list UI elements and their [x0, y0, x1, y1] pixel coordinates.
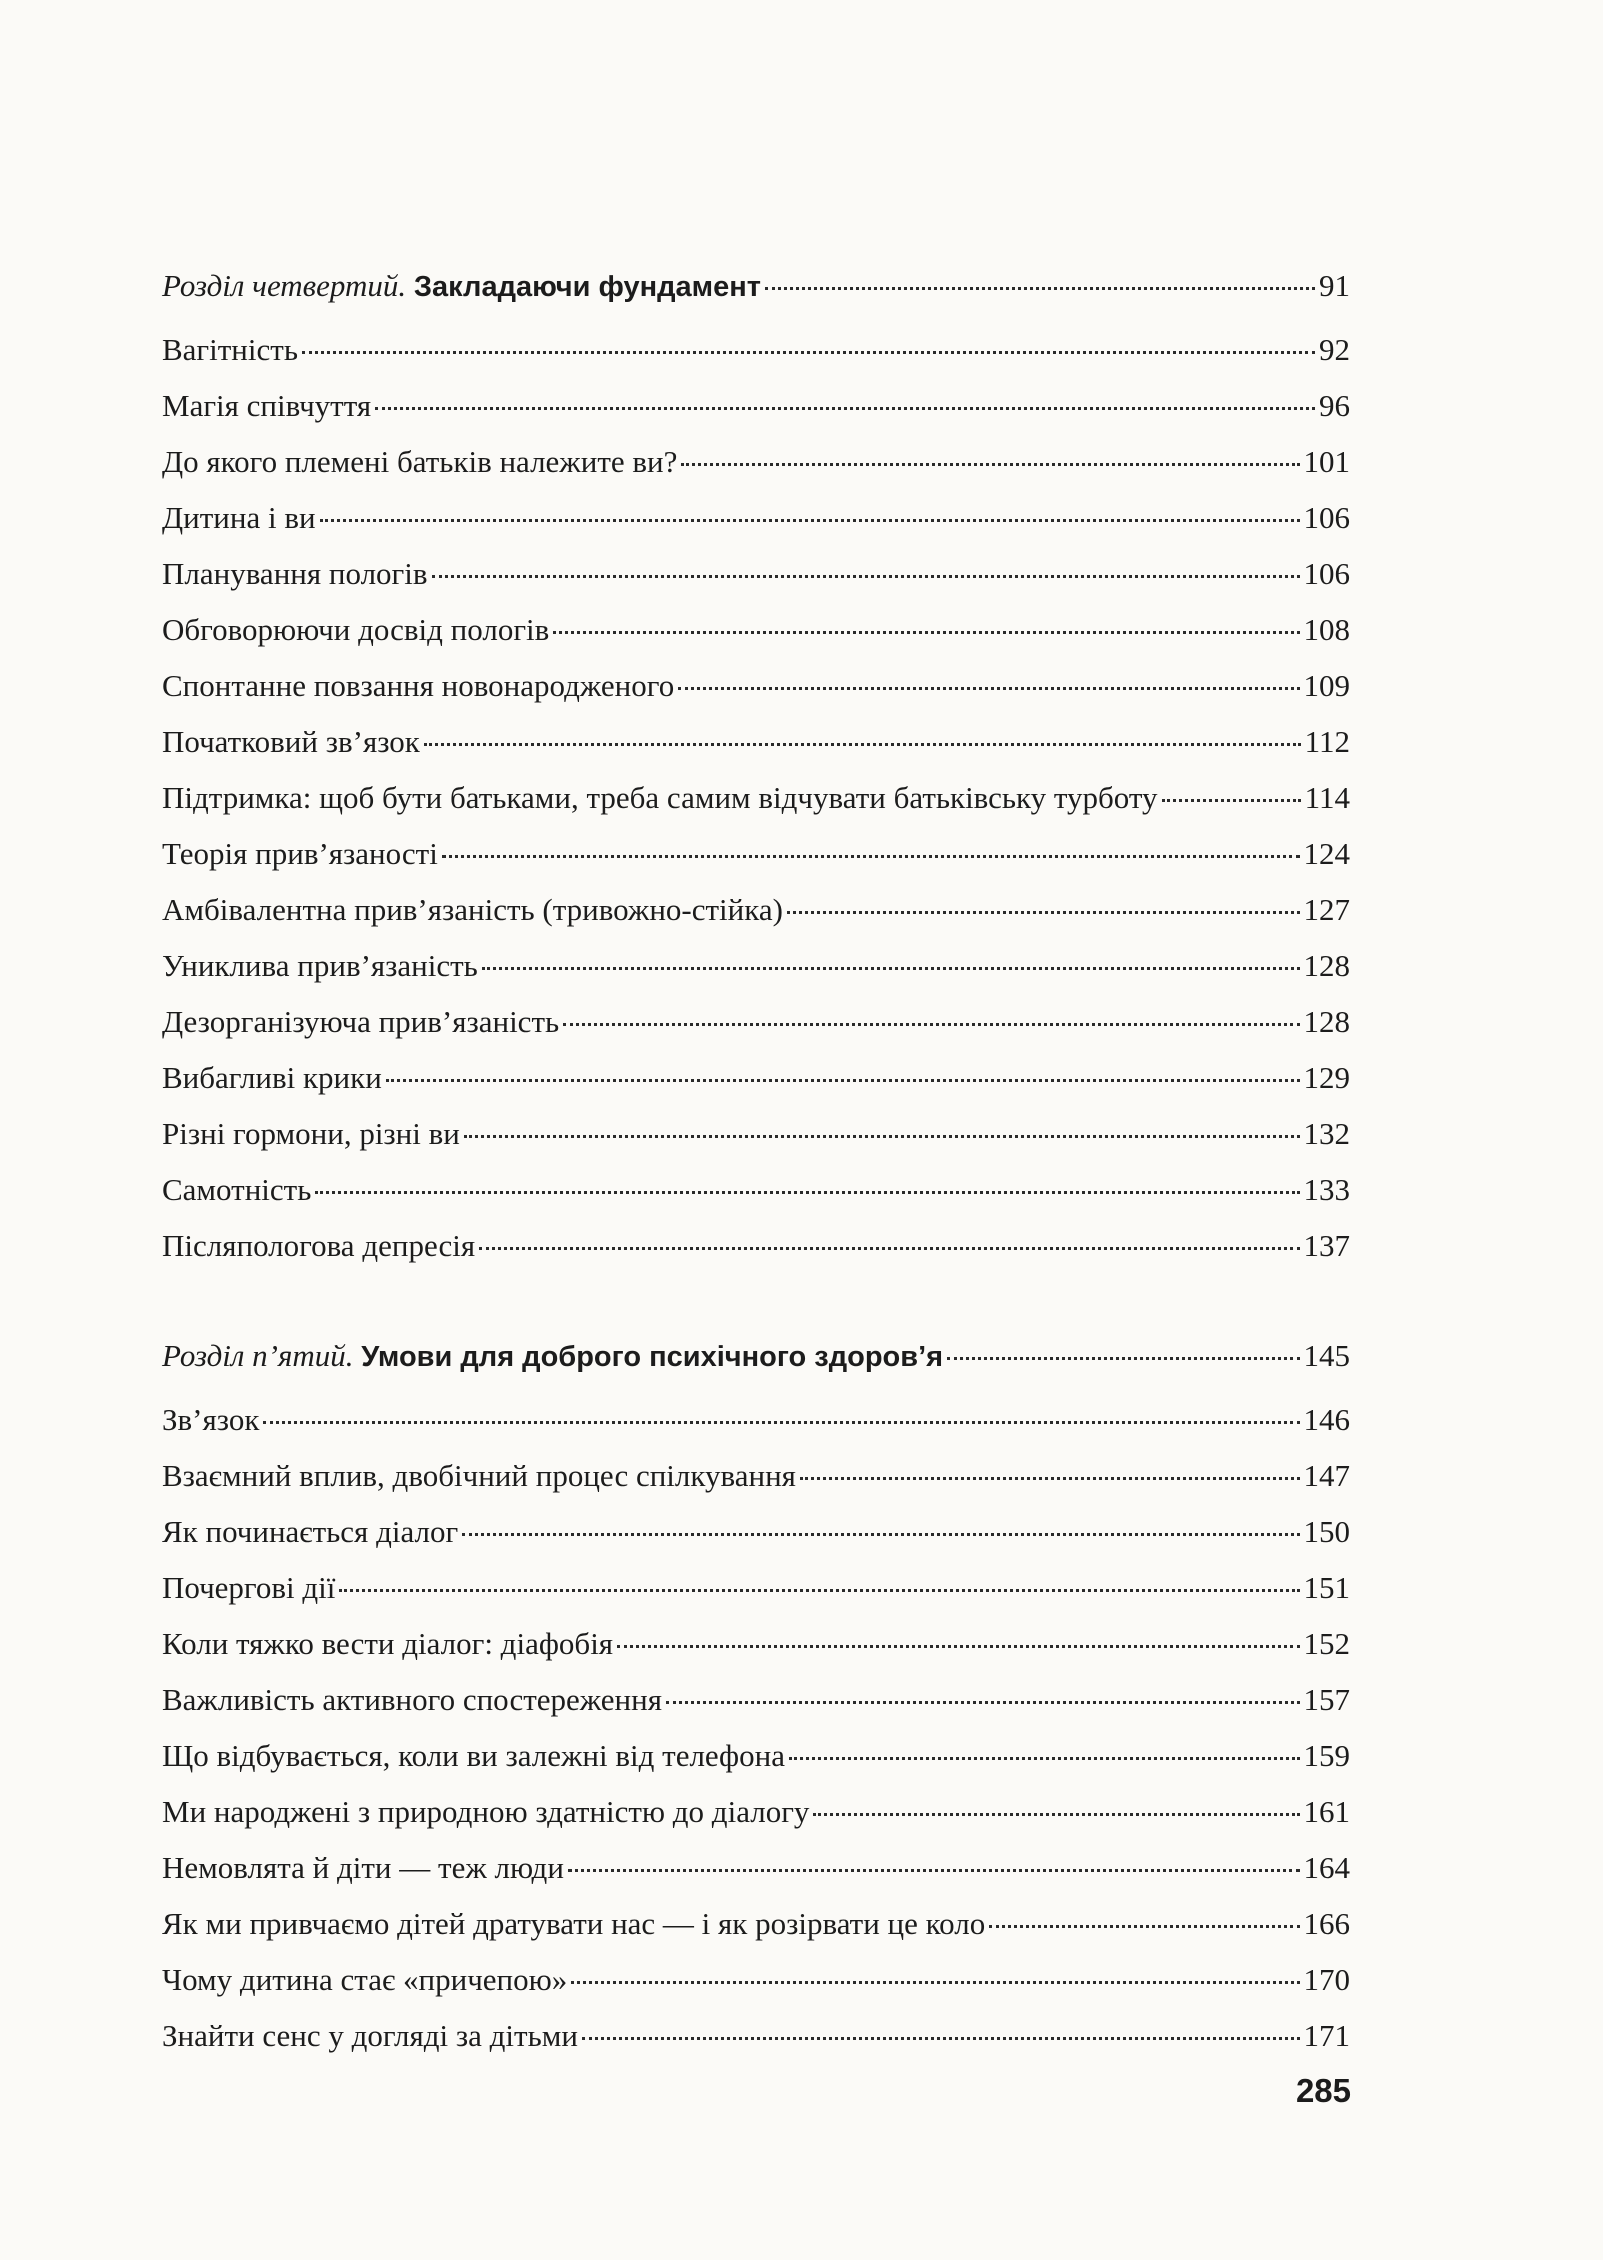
- dot-leader: [678, 687, 1299, 690]
- entry-title: Ми народжені з природною здатністю до діалогу: [162, 1794, 810, 1829]
- dot-leader: [320, 519, 1300, 522]
- chapter-title: [162, 1328, 943, 1385]
- chapter-label: Розділ четвертий.: [162, 268, 407, 303]
- entry-page-number: 128: [1303, 948, 1350, 983]
- entry-title: Взаємний вплив, двобічний процес спілкування: [162, 1458, 796, 1493]
- chapter-name: Закладаючи фундамент: [413, 271, 761, 303]
- entry-page-number: 146: [1303, 1402, 1350, 1437]
- entry-page-number: 137: [1303, 1228, 1350, 1263]
- dot-leader: [464, 1135, 1300, 1138]
- entry-title: Коли тяжко вести діалог: діафобія: [162, 1626, 614, 1661]
- entry-page-number: 166: [1303, 1906, 1350, 1941]
- toc-entry: [162, 714, 1350, 770]
- entry-page-number: 152: [1303, 1626, 1350, 1661]
- chapter-name: Умови для доброго психічного здоров’я: [361, 1341, 944, 1373]
- entry-title: Дитина і ви: [162, 500, 316, 535]
- dot-leader: [442, 855, 1300, 858]
- entry-page-number: 124: [1303, 836, 1350, 871]
- dot-leader: [681, 463, 1299, 466]
- toc-entry: [162, 2008, 1350, 2064]
- entry-title: Магія співчуття: [162, 388, 372, 423]
- toc-entry: [162, 1672, 1350, 1728]
- toc-entry: [162, 1448, 1350, 1504]
- chapter-label: Розділ п’ятий.: [162, 1338, 354, 1373]
- chapter-section-5: [162, 1328, 1350, 2064]
- entry-page-number: 150: [1303, 1514, 1350, 1549]
- chapter-page-number: 145: [1303, 1338, 1350, 1373]
- entry-page-number: 106: [1303, 500, 1350, 535]
- entry-page-number: 164: [1303, 1850, 1350, 1885]
- dot-leader: [263, 1421, 1299, 1424]
- entry-page-number: 114: [1304, 780, 1350, 815]
- toc-entry: [162, 1896, 1350, 1952]
- dot-leader: [765, 287, 1315, 290]
- chapter-title: [162, 258, 761, 315]
- entry-title: Що відбувається, коли ви залежні від телефона: [162, 1738, 785, 1773]
- entry-page-number: 159: [1303, 1738, 1350, 1773]
- entry-title: Важливість активного спостереження: [162, 1682, 662, 1717]
- entry-title: Як ми привчаємо дітей дратувати нас — і як розірвати це коло: [162, 1906, 986, 1941]
- toc-entry: [162, 1840, 1350, 1896]
- toc-entry: [162, 658, 1350, 714]
- entry-page-number: 151: [1303, 1570, 1350, 1605]
- dot-leader: [553, 631, 1299, 634]
- dot-leader: [315, 1191, 1299, 1194]
- toc-entry: [162, 1050, 1350, 1106]
- dot-leader: [947, 1357, 1299, 1360]
- entry-title: Теорія прив’язаності: [162, 836, 438, 871]
- chapter-heading: [162, 258, 1350, 314]
- entry-page-number: 96: [1319, 388, 1350, 423]
- entry-page-number: 106: [1303, 556, 1350, 591]
- chapter-page-number: 91: [1319, 268, 1350, 303]
- entry-title: Підтримка: щоб бути батьками, треба самим відчувати батьківську турботу: [162, 780, 1158, 815]
- entry-page-number: 129: [1303, 1060, 1350, 1095]
- table-of-contents: [162, 258, 1350, 2064]
- dot-leader: [666, 1701, 1300, 1704]
- toc-entry: [162, 1106, 1350, 1162]
- toc-entry: [162, 770, 1350, 826]
- page-number: 285: [1295, 2072, 1351, 2109]
- entry-page-number: 161: [1303, 1794, 1350, 1829]
- entry-title: Почергові дії: [162, 1570, 336, 1605]
- toc-entry: [162, 994, 1350, 1050]
- entry-title: Чому дитина стає «причепою»: [162, 1962, 568, 1997]
- entry-page-number: 101: [1303, 444, 1350, 479]
- entry-title: Зв’язок: [162, 1402, 260, 1437]
- toc-entry: [162, 1616, 1350, 1672]
- toc-entry: [162, 826, 1350, 882]
- dot-leader: [302, 351, 1315, 354]
- chapter-section-4: [162, 258, 1350, 1274]
- dot-leader: [800, 1477, 1300, 1480]
- entry-page-number: 109: [1303, 668, 1350, 703]
- entry-title: Вибагливі крики: [162, 1060, 382, 1095]
- entry-page-number: 133: [1303, 1172, 1350, 1207]
- dot-leader: [787, 911, 1300, 914]
- toc-entry: [162, 1162, 1350, 1218]
- toc-entry: [162, 882, 1350, 938]
- entry-title: Різні гормони, різні ви: [162, 1116, 460, 1151]
- toc-entry: [162, 1952, 1350, 2008]
- entry-title: Початковий зв’язок: [162, 724, 420, 759]
- toc-entry: [162, 546, 1350, 602]
- entry-page-number: 127: [1303, 892, 1350, 927]
- entry-page-number: 128: [1303, 1004, 1350, 1039]
- dot-leader: [789, 1757, 1300, 1760]
- chapter-entries: [162, 322, 1350, 1274]
- entry-page-number: 170: [1303, 1962, 1350, 1997]
- dot-leader: [813, 1813, 1299, 1816]
- dot-leader: [571, 1981, 1299, 1984]
- toc-entry: [162, 490, 1350, 546]
- entry-page-number: 112: [1304, 724, 1350, 759]
- entry-title: Як починається діалог: [162, 1514, 459, 1549]
- dot-leader: [386, 1079, 1300, 1082]
- entry-page-number: 157: [1303, 1682, 1350, 1717]
- entry-title: Знайти сенс у догляді за дітьми: [162, 2018, 578, 2053]
- dot-leader: [989, 1925, 1299, 1928]
- entry-page-number: 171: [1303, 2018, 1350, 2053]
- entry-page-number: 147: [1303, 1458, 1350, 1493]
- entry-title: До якого племені батьків належите ви?: [162, 444, 678, 479]
- toc-entry: [162, 1504, 1350, 1560]
- entry-title: Униклива прив’язаність: [162, 948, 478, 983]
- dot-leader: [479, 1247, 1299, 1250]
- entry-title: Немовлята й діти — теж люди: [162, 1850, 564, 1885]
- entry-title: Самотність: [162, 1172, 312, 1207]
- dot-leader: [582, 2037, 1300, 2040]
- chapter-heading: [162, 1328, 1350, 1384]
- toc-entry: [162, 378, 1350, 434]
- dot-leader: [462, 1533, 1299, 1536]
- dot-leader: [432, 575, 1300, 578]
- entry-page-number: 108: [1303, 612, 1350, 647]
- toc-entry: [162, 322, 1350, 378]
- dot-leader: [1162, 799, 1301, 802]
- toc-entry: [162, 1784, 1350, 1840]
- dot-leader: [424, 743, 1301, 746]
- chapter-entries: [162, 1392, 1350, 2064]
- entry-page-number: 132: [1303, 1116, 1350, 1151]
- dot-leader: [339, 1589, 1299, 1592]
- entry-title: Дезорганізуюча прив’язаність: [162, 1004, 560, 1039]
- toc-entry: [162, 434, 1350, 490]
- dot-leader: [568, 1869, 1300, 1872]
- dot-leader: [482, 967, 1300, 970]
- entry-title: Планування пологів: [162, 556, 428, 591]
- dot-leader: [375, 407, 1315, 410]
- entry-title: Амбівалентна прив’язаність (тривожно-стійка): [162, 892, 783, 927]
- entry-page-number: 92: [1319, 332, 1350, 367]
- entry-title: Вагітність: [162, 332, 298, 367]
- entry-title: Спонтанне повзання новонародженого: [162, 668, 675, 703]
- dot-leader: [617, 1645, 1299, 1648]
- toc-entry: [162, 602, 1350, 658]
- dot-leader: [563, 1023, 1299, 1026]
- toc-entry: [162, 1560, 1350, 1616]
- toc-entry: [162, 938, 1350, 994]
- toc-entry: [162, 1728, 1350, 1784]
- entry-title: Післяпологова депресія: [162, 1228, 476, 1263]
- toc-entry: [162, 1218, 1350, 1274]
- entry-title: Обговорюючи досвід пологів: [162, 612, 550, 647]
- toc-entry: [162, 1392, 1350, 1448]
